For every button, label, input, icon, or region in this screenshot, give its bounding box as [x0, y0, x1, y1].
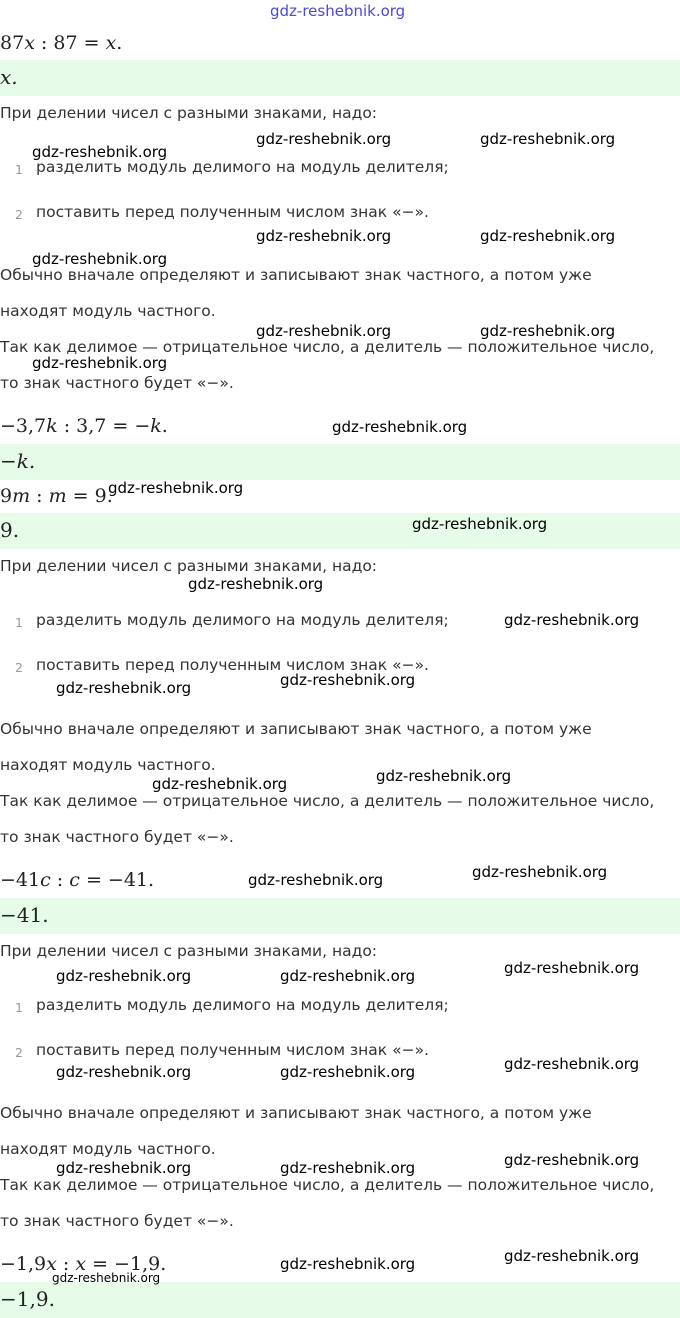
rule-step-1-text: разделить модуль делимого на модуль делителя; — [36, 996, 449, 1014]
order-line-1: Обычно вначале определяют и записывают знак частного, а потом уже — [0, 720, 592, 738]
watermark: gdz-reshebnik.org — [108, 479, 244, 497]
watermark: gdz-reshebnik.org — [56, 1159, 192, 1177]
watermark: gdz-reshebnik.org — [256, 130, 392, 148]
watermark: gdz-reshebnik.org — [32, 250, 168, 268]
order-line-1: Обычно вначале определяют и записывают знак частного, а потом уже — [0, 1104, 592, 1122]
watermark: gdz-reshebnik.org — [504, 1247, 640, 1265]
example-2-answer: −k. — [0, 444, 680, 480]
rule-intro: При делении чисел с разными знаками, надо: — [0, 557, 378, 575]
example-3-expression: 9m : m = 9. — [0, 485, 113, 507]
watermark: gdz-reshebnik.org — [472, 863, 608, 881]
watermark: gdz-reshebnik.org — [480, 322, 616, 340]
sign-line-2: то знак частного будет «−». — [0, 828, 234, 846]
sign-line-1: Так как делимое — отрицательное число, а делитель — положительное число, — [0, 338, 655, 356]
watermark: gdz-reshebnik.org — [248, 871, 384, 889]
watermark: gdz-reshebnik.org — [256, 227, 392, 245]
order-line-2: находят модуль частного. — [0, 302, 216, 320]
example-1-expression: 87x : 87 = x. — [0, 32, 123, 54]
rule-step-2-number: 2 — [15, 207, 23, 222]
order-line-1: Обычно вначале определяют и записывают знак частного, а потом уже — [0, 266, 592, 284]
watermark: gdz-reshebnik.org — [52, 1271, 161, 1285]
watermark: gdz-reshebnik.org — [412, 515, 548, 533]
watermark: gdz-reshebnik.org — [504, 611, 640, 629]
watermark: gdz-reshebnik.org — [32, 354, 168, 372]
watermark: gdz-reshebnik.org — [376, 767, 512, 785]
rule-step-2-number: 2 — [15, 660, 23, 675]
rule-step-1-text: разделить модуль делимого на модуль делителя; — [36, 611, 449, 629]
watermark: gdz-reshebnik.org — [280, 671, 416, 689]
example-4-expression: −41c : c = −41. — [0, 869, 155, 891]
rule-step-2-number: 2 — [15, 1045, 23, 1060]
watermark: gdz-reshebnik.org — [188, 575, 324, 593]
watermark: gdz-reshebnik.org — [152, 775, 288, 793]
example-3-answer: 9. — [0, 513, 680, 549]
watermark: gdz-reshebnik.org — [56, 679, 192, 697]
watermark: gdz-reshebnik.org — [480, 227, 616, 245]
watermark: gdz-reshebnik.org — [56, 1063, 192, 1081]
example-5-answer: −1,9. — [0, 1282, 680, 1318]
example-4-answer: −41. — [0, 898, 680, 934]
sign-line-2: то знак частного будет «−». — [0, 1212, 234, 1230]
rule-step-1-text: разделить модуль делимого на модуль делителя; — [36, 158, 449, 176]
watermark: gdz-reshebnik.org — [332, 418, 468, 436]
order-line-2: находят модуль частного. — [0, 1140, 216, 1158]
watermark: gdz-reshebnik.org — [504, 1151, 640, 1169]
watermark: gdz-reshebnik.org — [56, 967, 192, 985]
watermark: gdz-reshebnik.org — [32, 143, 168, 161]
rule-step-2-text: поставить перед полученным числом знак «−». — [36, 203, 429, 221]
watermark: gdz-reshebnik.org — [256, 322, 392, 340]
example-2-expression: −3,7k : 3,7 = −k. — [0, 415, 168, 437]
sign-line-1: Так как делимое — отрицательное число, а делитель — положительное число, — [0, 1176, 655, 1194]
rule-step-1-number: 1 — [15, 1000, 23, 1015]
example-5-expression: −1,9x : x = −1,9. — [0, 1253, 167, 1275]
watermark: gdz-reshebnik.org — [504, 959, 640, 977]
order-line-2: находят модуль частного. — [0, 756, 216, 774]
rule-intro: При делении чисел с разными знаками, надо: — [0, 942, 378, 960]
rule-step-2-text: поставить перед полученным числом знак «−». — [36, 1041, 429, 1059]
watermark: gdz-reshebnik.org — [280, 1255, 416, 1273]
sign-line-1: Так как делимое — отрицательное число, а делитель — положительное число, — [0, 792, 655, 810]
example-1-answer: x. — [0, 60, 680, 96]
watermark: gdz-reshebnik.org — [280, 1063, 416, 1081]
rule-step-1-number: 1 — [15, 615, 23, 630]
site-watermark-top: gdz-reshebnik.org — [270, 2, 406, 20]
watermark: gdz-reshebnik.org — [504, 1055, 640, 1073]
watermark: gdz-reshebnik.org — [280, 967, 416, 985]
rule-intro: При делении чисел с разными знаками, надо: — [0, 104, 378, 122]
rule-step-1-number: 1 — [15, 162, 23, 177]
sign-line-2: то знак частного будет «−». — [0, 374, 234, 392]
watermark: gdz-reshebnik.org — [280, 1159, 416, 1177]
rule-step-2-text: поставить перед полученным числом знак «−». — [36, 656, 429, 674]
watermark: gdz-reshebnik.org — [480, 130, 616, 148]
